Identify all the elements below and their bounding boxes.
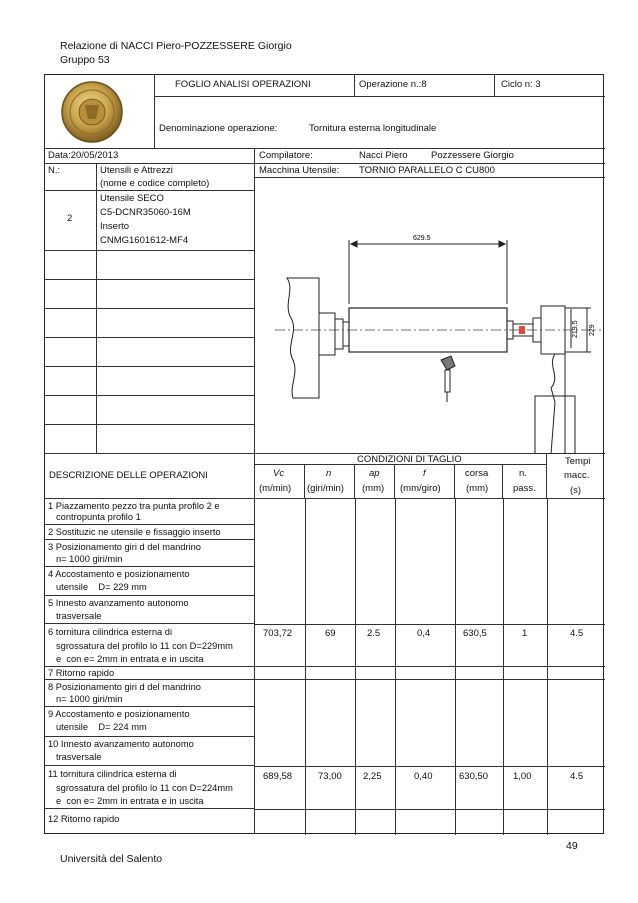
cycle-number: Ciclo n: 3 <box>501 79 541 90</box>
operation-text: 10 Innesto avanzamento autonomo <box>48 739 194 749</box>
empty-cell <box>97 396 255 425</box>
value-vc: 689,58 <box>263 771 293 782</box>
operation-row <box>45 680 255 707</box>
value-f: 0,4 <box>417 628 431 639</box>
values-block-1 <box>255 499 605 667</box>
machine-time-label-3: (s) <box>570 485 582 496</box>
compiler-name-1: Nacci Piero <box>359 150 408 161</box>
operation-text: 8 Posizionamento giri d del mandrino <box>48 682 201 692</box>
cutting-conditions-title-cell <box>255 454 547 465</box>
dimension-diameter-2: 229 <box>589 324 596 336</box>
operation-text: n= 1000 giri/min <box>56 694 123 704</box>
n-header-cell <box>45 164 97 191</box>
operation-text: 9 Accostamento e posizionamento <box>48 709 190 719</box>
turning-setup-drawing <box>255 178 605 454</box>
dimension-length: 629.5 <box>413 235 431 242</box>
operation-text: contropunta profilo 1 <box>56 512 141 522</box>
column-symbol: n <box>326 468 332 479</box>
value-passes: 1,00 <box>513 771 532 782</box>
operation-text: 3 Posizionamento giri d del mandrino <box>48 542 201 552</box>
operation-text: sgrossatura del profilo lo 11 con D=224mm <box>56 783 233 793</box>
empty-cell <box>45 367 97 396</box>
tool-line: Inserto <box>100 221 130 232</box>
drawing-area <box>255 178 605 454</box>
value-stroke: 630,5 <box>463 628 487 639</box>
values-block-2 <box>255 680 605 833</box>
date-cell <box>45 149 255 164</box>
header-line-2: Gruppo 53 <box>60 54 110 66</box>
analysis-sheet <box>44 74 604 834</box>
value-n: 73,00 <box>318 771 342 782</box>
tool-desc-cell <box>97 191 255 251</box>
operation-row <box>45 567 255 596</box>
value-n: 69 <box>325 628 336 639</box>
operation-text: 7 Ritorno rapido <box>48 668 115 678</box>
footer-university: Università del Salento <box>60 853 163 865</box>
compiler-cell <box>255 149 605 164</box>
value-ap: 2.5 <box>367 628 381 639</box>
tool-line: Utensile SECO <box>100 193 164 204</box>
value-f: 0,40 <box>414 771 433 782</box>
date: Data:20/05/2013 <box>48 150 119 161</box>
machine-value: TORNIO PARALLELO C CU800 <box>359 165 495 176</box>
logo-box <box>45 75 155 149</box>
ap-header <box>355 465 395 499</box>
empty-cell <box>45 251 97 280</box>
operation-text: 2 Sostituzic ne utensile e fissaggio inserto <box>48 527 221 537</box>
denomination-value: Tornitura esterna longitudinale <box>309 123 437 134</box>
machine-cell <box>255 164 605 178</box>
stroke-header <box>455 465 503 499</box>
title-cell <box>155 75 355 97</box>
operation-row <box>45 596 255 624</box>
column-divider <box>455 499 456 835</box>
column-symbol: ap <box>369 468 380 479</box>
column-symbol: Vc <box>273 468 285 479</box>
empty-cell <box>45 396 97 425</box>
column-unit: (mm/giro) <box>400 483 441 494</box>
column-unit: (mm) <box>466 483 489 494</box>
operation-row <box>45 667 255 680</box>
operation-text: n= 1000 giri/min <box>56 554 123 564</box>
machine-time-header <box>547 454 605 499</box>
empty-cell <box>45 309 97 338</box>
sheet-title: FOGLIO ANALISI OPERAZIONI <box>175 79 311 90</box>
n-header <box>305 465 355 499</box>
operation-text: 6 tornitura cilindrica esterna di <box>48 627 173 637</box>
empty-cell <box>97 338 255 367</box>
operation-text: 1 Piazzamento pezzo tra punta profilo 2 e <box>48 501 220 511</box>
column-divider <box>355 499 356 835</box>
column-divider <box>503 499 504 835</box>
operation-row <box>45 707 255 737</box>
empty-cell <box>97 251 255 280</box>
description-header-cell <box>45 454 255 499</box>
row-divider <box>255 766 605 767</box>
column-unit: (giri/min) <box>307 483 344 494</box>
operation-row <box>45 766 255 809</box>
value-stroke: 630,50 <box>459 771 489 782</box>
machine-time-label-1: Tempi <box>565 456 591 467</box>
tool-line: C5-DCNR35060-16M <box>100 207 191 218</box>
n-label: N.: <box>48 165 61 176</box>
operation-row <box>45 737 255 766</box>
denomination-cell <box>155 97 605 149</box>
machine-time-label-2: macc. <box>564 470 590 481</box>
passes-header <box>503 465 547 499</box>
tool-number-cell <box>45 191 97 251</box>
operation-text: 5 Innesto avanzamento autonomo <box>48 598 189 608</box>
tool-number: 2 <box>67 213 73 224</box>
compiler-label: Compilatore: <box>259 150 313 161</box>
page-number: 49 <box>566 840 578 852</box>
operation-text: 4 Accostamento e posizionamento <box>48 569 190 579</box>
empty-cell <box>45 338 97 367</box>
row-divider <box>255 809 605 810</box>
cycle-cell <box>495 75 605 97</box>
column-unit: pass. <box>513 483 536 494</box>
tool-line: CNMG1601612-MF4 <box>100 235 189 246</box>
operation-text: utensile D= 229 mm <box>56 582 147 592</box>
description-header: DESCRIZIONE DELLE OPERAZIONI <box>49 470 208 481</box>
operation-text: trasversale <box>56 752 102 762</box>
header-line-1: Relazione di NACCI Piero-POZZESSERE Giorgio <box>60 40 292 52</box>
column-divider <box>305 499 306 835</box>
operation-row <box>45 624 255 667</box>
row-divider <box>255 624 605 625</box>
value-machine-time: 4.5 <box>570 771 584 782</box>
value-ap: 2,25 <box>363 771 382 782</box>
column-divider <box>395 499 396 835</box>
operation-row <box>45 499 255 525</box>
value-passes: 1 <box>522 628 528 639</box>
operation-cell <box>355 75 495 97</box>
operation-text: 12 Ritorno rapido <box>48 814 120 824</box>
rapid-return-row-1 <box>255 667 605 680</box>
empty-cell <box>97 309 255 338</box>
tools-header-cell <box>97 164 255 191</box>
operation-row <box>45 809 255 833</box>
column-symbol: corsa <box>465 468 489 479</box>
tools-label-1: Utensili e Attrezzi <box>100 165 173 176</box>
operation-row <box>45 525 255 540</box>
column-symbol: n. <box>519 468 527 479</box>
value-machine-time: 4.5 <box>570 628 584 639</box>
machine-label: Macchina Utensile: <box>259 165 340 176</box>
vc-header <box>255 465 305 499</box>
f-header <box>395 465 455 499</box>
operation-text: sgrossatura del profilo lo 11 con D=229mm <box>56 641 233 651</box>
denomination-label: Denominazione operazione: <box>159 123 278 134</box>
empty-cell <box>97 425 255 454</box>
column-symbol: f <box>423 468 426 479</box>
empty-cell <box>45 280 97 309</box>
value-vc: 703,72 <box>263 628 293 639</box>
column-unit: (m/min) <box>259 483 292 494</box>
university-seal-logo <box>45 75 155 149</box>
cutting-conditions-title: CONDIZIONI DI TAGLIO <box>357 454 462 465</box>
column-unit: (mm) <box>362 483 385 494</box>
operation-text: e con e= 2mm in entrata e in uscita <box>56 654 204 664</box>
column-divider <box>547 499 548 835</box>
tools-label-2: (nome e codice completo) <box>100 178 210 189</box>
operation-text: 11 tornitura cilindrica esterna di <box>48 769 177 779</box>
operation-row <box>45 540 255 567</box>
operation-text: e con e= 2mm in entrata e in uscita <box>56 796 204 806</box>
operation-text: trasversale <box>56 611 102 621</box>
empty-cell <box>97 367 255 396</box>
operation-text: utensile D= 224 mm <box>56 722 147 732</box>
empty-cell <box>97 280 255 309</box>
dimension-diameter-1: 219.5 <box>572 320 579 338</box>
empty-cell <box>45 425 97 454</box>
compiler-name-2: Pozzessere Giorgio <box>431 150 514 161</box>
operation-number: Operazione n.:8 <box>359 79 427 90</box>
